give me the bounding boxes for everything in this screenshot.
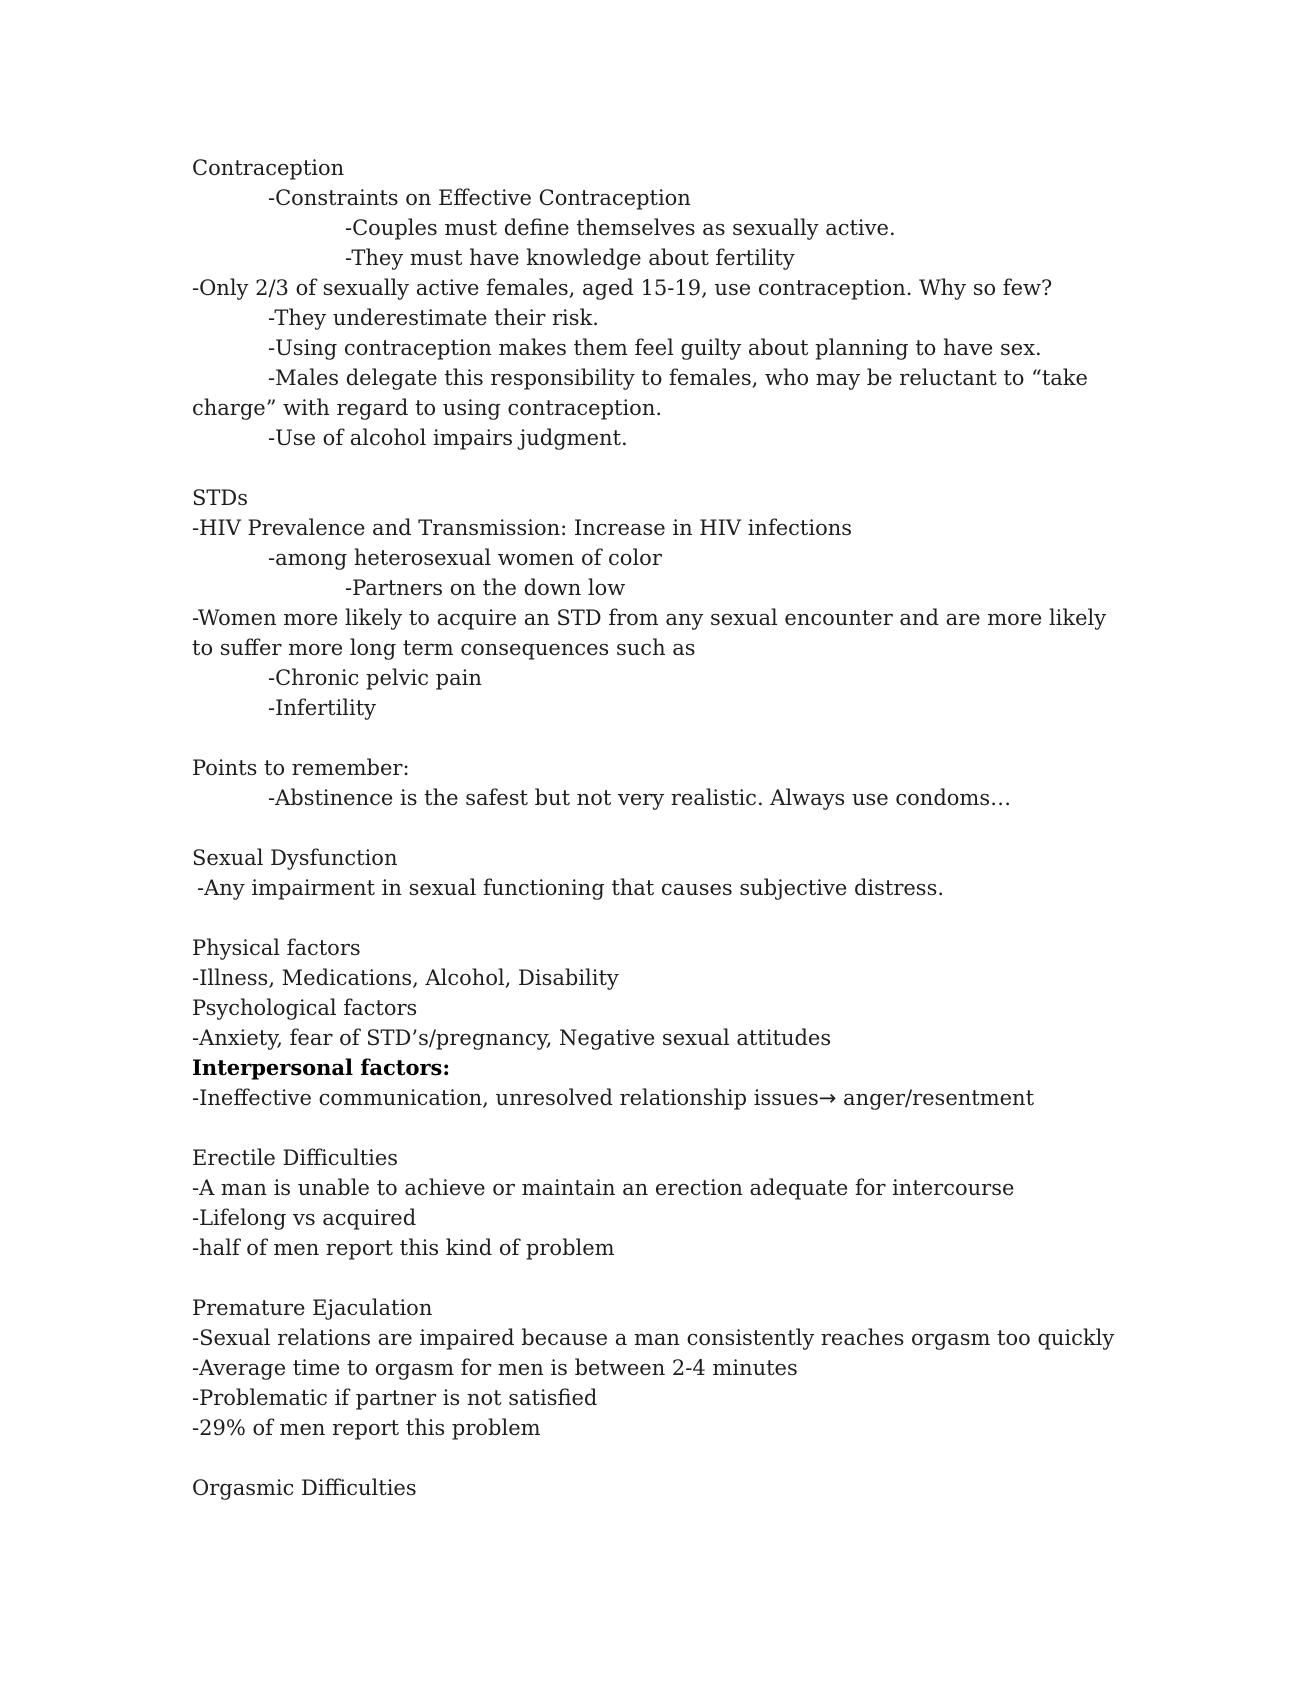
- reason-item: -Using contraception makes them feel guilty about planning to have sex.: [268, 336, 1042, 360]
- arrow-right-icon: →: [818, 1086, 837, 1110]
- spacer: [192, 903, 1122, 933]
- constraints-line: -Constraints on Effective Contraception: [268, 186, 691, 210]
- only-two-thirds-line: -Only 2/3 of sexually active females, aged 15-19, use contraception. Why so few?: [192, 276, 1053, 300]
- premature-item: -29% of men report this problem: [192, 1416, 541, 1440]
- erectile-item: -A man is unable to achieve or maintain an erection adequate for intercourse: [192, 1176, 1015, 1200]
- psychological-factors-items: -Anxiety, fear of STD’s/pregnancy, Negative sexual attitudes: [192, 1026, 832, 1050]
- points-item: -Abstinence is the safest but not very realistic. Always use condoms…: [268, 786, 1012, 810]
- spacer: [192, 723, 1122, 753]
- physical-factors-heading: Physical factors: [192, 936, 361, 960]
- spacer: [192, 1443, 1122, 1473]
- interpersonal-factors-line: [192, 1083, 1122, 1113]
- erectile-heading: Erectile Difficulties: [192, 1146, 399, 1170]
- spacer: [192, 1113, 1122, 1143]
- reason-item: -Males delegate this responsibility to females, who may be reluctant to “take charge” with regard to using contraception.: [192, 366, 1088, 420]
- women-line: -Women more likely to acquire an STD from any sexual encounter and are more likely to suffer more long term consequences such as: [192, 606, 1107, 660]
- document-body: [192, 153, 1122, 1503]
- interpersonal-factors-items: -Ineffective communication, unresolved relationship issues: [192, 1086, 819, 1110]
- premature-heading: Premature Ejaculation: [192, 1296, 433, 1320]
- interpersonal-factors-heading: Interpersonal factors:: [192, 1055, 451, 1080]
- premature-item: -Problematic if partner is not satisfied: [192, 1386, 598, 1410]
- spacer: [192, 453, 1122, 483]
- erectile-item: -Lifelong vs acquired: [192, 1206, 417, 1230]
- consequence-item: -Infertility: [268, 696, 377, 720]
- premature-item: -Average time to orgasm for men is between 2-4 minutes: [192, 1356, 798, 1380]
- hiv-sub-line: -among heterosexual women of color: [268, 546, 662, 570]
- constraint-item: -They must have knowledge about fertility: [345, 246, 795, 270]
- stds-heading: STDs: [192, 486, 249, 510]
- dysfunction-heading: Sexual Dysfunction: [192, 846, 398, 870]
- reason-item: -Use of alcohol impairs judgment.: [268, 426, 628, 450]
- spacer: [192, 813, 1122, 843]
- erectile-item: -half of men report this kind of problem: [192, 1236, 615, 1260]
- constraint-item: -Couples must define themselves as sexually active.: [345, 216, 896, 240]
- premature-item: -Sexual relations are impaired because a man consistently reaches orgasm too quickly: [192, 1326, 1115, 1350]
- orgasmic-heading: Orgasmic Difficulties: [192, 1476, 417, 1500]
- psychological-factors-heading: Psychological factors: [192, 996, 418, 1020]
- hiv-sub-sub-line: -Partners on the down low: [345, 576, 626, 600]
- reason-item: -They underestimate their risk.: [268, 306, 599, 330]
- physical-factors-items: -Illness, Medications, Alcohol, Disability: [192, 966, 619, 990]
- dysfunction-definition: -Any impairment in sexual functioning that causes subjective distress.: [197, 876, 945, 900]
- consequence-item: -Chronic pelvic pain: [268, 666, 482, 690]
- interpersonal-factors-result: anger/resentment: [843, 1086, 1035, 1110]
- spacer: [192, 1263, 1122, 1293]
- hiv-line: -HIV Prevalence and Transmission: Increase in HIV infections: [192, 516, 853, 540]
- contraception-heading: Contraception: [192, 156, 345, 180]
- points-heading: Points to remember:: [192, 756, 410, 780]
